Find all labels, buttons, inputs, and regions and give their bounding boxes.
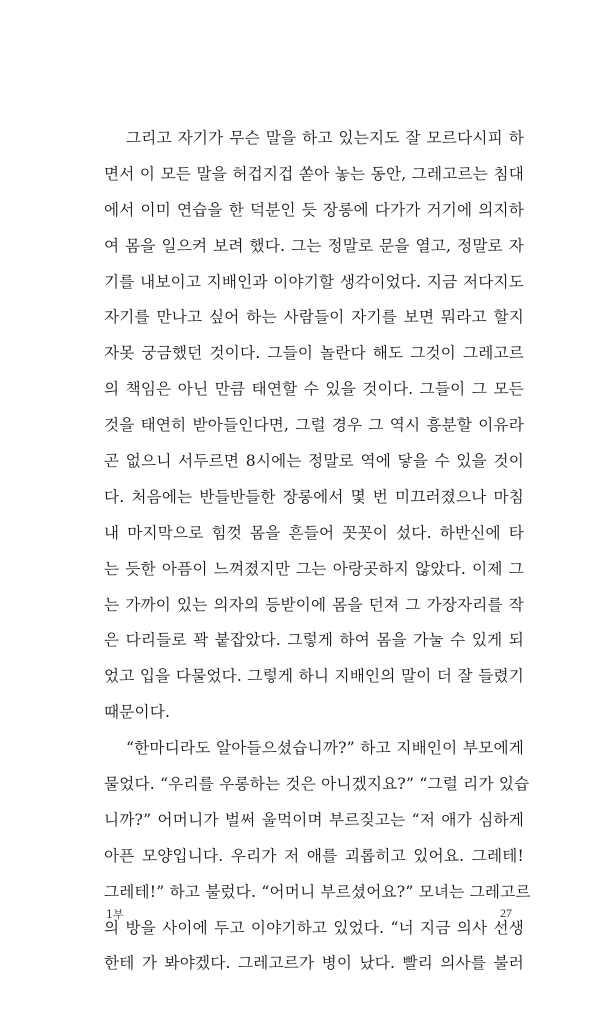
text-line: “한마디라도 알아들으셨습니까?” 하고 지배인이 부모에게 bbox=[126, 739, 524, 758]
text-line: 었고 입을 다물었다. 그렇게 하니 지배인의 말이 더 잘 들렸기 bbox=[104, 667, 524, 686]
text-line: 곤 없으니 서두르면 8시에는 정말로 역에 닿을 수 있을 것이 bbox=[104, 452, 524, 471]
text-line: 한테 가 봐야겠다. 그레고르가 병이 났다. 빨리 의사를 불러 bbox=[104, 954, 524, 973]
text-line: 여 몸을 일으켜 보려 했다. 그는 정말로 문을 열고, 정말로 자 bbox=[104, 236, 524, 255]
text-line: 는 가까이 있는 의자의 등받이에 몸을 던져 그 가장자리를 작 bbox=[104, 595, 524, 614]
text-line: 니까?” 어머니가 벌써 울먹이며 부르짖고는 “저 애가 심하게 bbox=[104, 810, 524, 829]
text-line: 은 다리들로 꽉 붙잡았다. 그렇게 하여 몸을 가눌 수 있게 되 bbox=[104, 631, 524, 650]
page-number: 27 bbox=[500, 906, 512, 920]
text-line: 물었다. “우리를 우롱하는 것은 아니겠지요?” “그럴 리가 있습 bbox=[104, 775, 530, 794]
text-line: 의 방을 사이에 두고 이야기하고 있었다. “너 지금 의사 선생 bbox=[104, 918, 524, 937]
text-line: 그리고 자기가 무슨 말을 하고 있는지도 잘 모르다시피 하 bbox=[126, 129, 524, 147]
text-line: 면서 이 모든 말을 허겁지겁 쏟아 놓는 동안, 그레고르는 침대 bbox=[104, 164, 524, 183]
text-line: 는 듯한 아픔이 느껴졌지만 그는 아랑곳하지 않았다. 이제 그 bbox=[104, 559, 524, 578]
text-line: 자못 궁금했던 것이다. 그들이 놀란다 해도 그것이 그레고르 bbox=[104, 344, 524, 363]
text-line: 자기를 만나고 싶어 하는 사람들이 자기를 보면 뭐라고 할지 bbox=[104, 308, 524, 327]
text-line: 아픈 모양입니다. 우리가 저 애를 괴롭히고 있어요. 그레테! bbox=[104, 846, 524, 865]
text-line: 의 책임은 아닌 만큼 태연할 수 있을 것이다. 그들이 그 모든 bbox=[104, 380, 524, 399]
running-footer-section: 1부 bbox=[106, 908, 124, 921]
text-line: 에서 이미 연습을 한 덕분인 듯 장롱에 다가가 거기에 의지하 bbox=[104, 200, 524, 219]
text-line: 기를 내보이고 지배인과 이야기할 생각이었다. 지금 저다지도 bbox=[104, 272, 524, 291]
text-line: 그레테!” 하고 불렀다. “어머니 부르셨어요?” 모녀는 그레고르 bbox=[104, 882, 531, 901]
text-line: 때문이다. bbox=[104, 703, 171, 722]
body-text bbox=[104, 121, 531, 982]
text-line: 다. 처음에는 반들반들한 장롱에서 몇 번 미끄러졌으나 마침 bbox=[104, 487, 524, 506]
text-line: 것을 태연히 받아들인다면, 그럴 경우 그 역시 흥분할 이유라 bbox=[104, 416, 524, 435]
text-line: 내 마지막으로 힘껏 몸을 흔들어 꼿꼿이 섰다. 하반신에 타 bbox=[104, 523, 524, 542]
